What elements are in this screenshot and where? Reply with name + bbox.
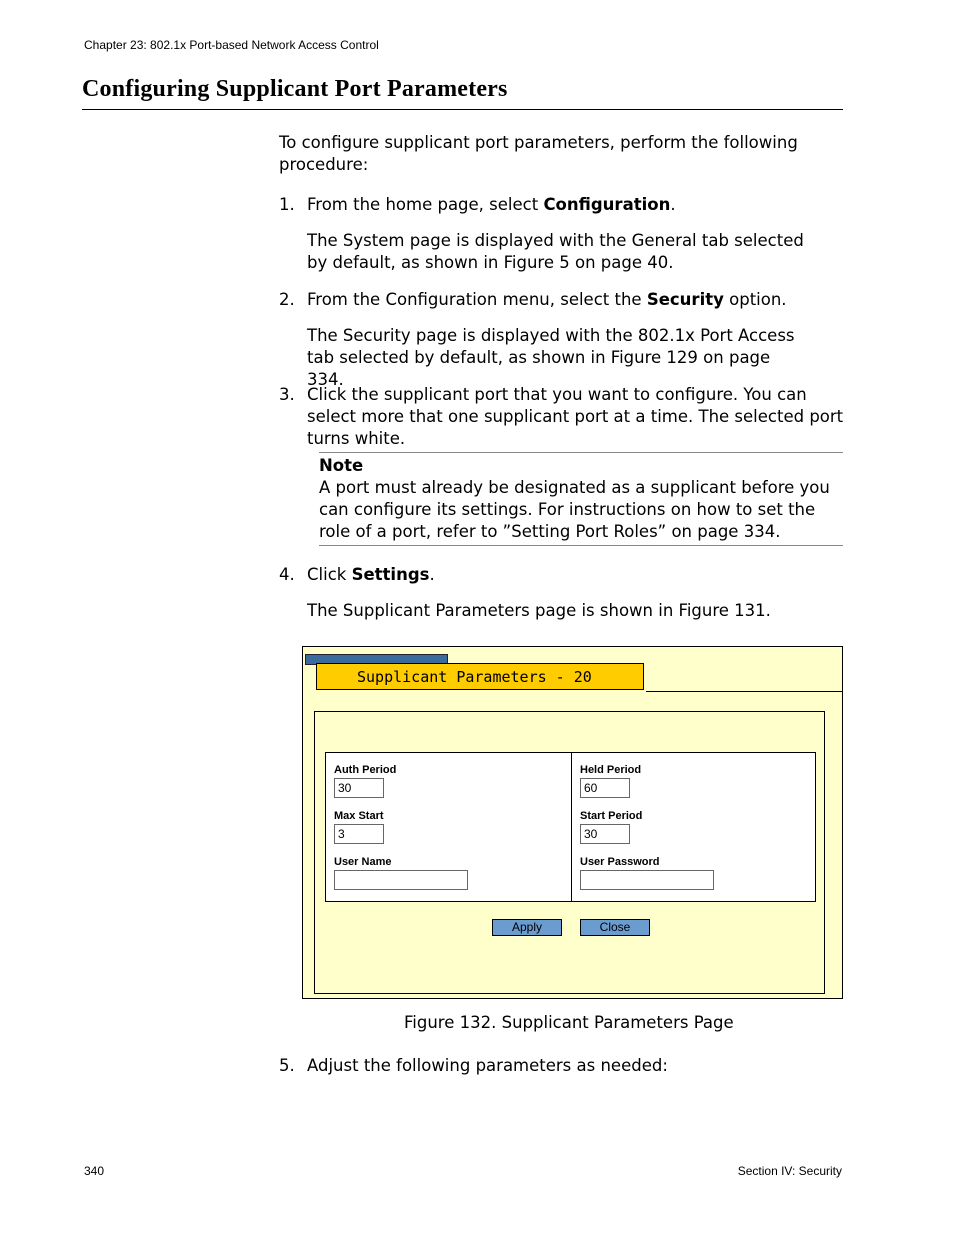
user-name-input[interactable] bbox=[334, 870, 468, 890]
parameters-grid bbox=[325, 752, 816, 902]
step-1-detail: The System page is displayed with the General tab selected by default, as shown in Figure 5 on page 40. bbox=[307, 231, 804, 272]
held-period-label: Held Period bbox=[580, 764, 642, 776]
close-button[interactable]: Close bbox=[580, 919, 650, 936]
step-4-detail: The Supplicant Parameters page is shown in Figure 131. bbox=[307, 601, 771, 620]
note-box bbox=[319, 452, 843, 546]
user-password-label: User Password bbox=[580, 856, 660, 868]
user-password-input[interactable] bbox=[580, 870, 714, 890]
start-period-input[interactable] bbox=[580, 824, 630, 844]
held-period-input[interactable] bbox=[580, 778, 630, 798]
step-2-end: option. bbox=[723, 290, 787, 309]
user-name-label: User Name bbox=[334, 856, 392, 868]
step-1-end: . bbox=[670, 195, 676, 214]
auth-period-input[interactable] bbox=[334, 778, 384, 798]
section-footer: Section IV: Security bbox=[737, 1164, 842, 1178]
left-column bbox=[326, 753, 571, 901]
step-number: 2. bbox=[279, 290, 295, 309]
step-4-text: Click bbox=[307, 565, 352, 584]
note-label: Note bbox=[319, 456, 364, 475]
step-number: 5. bbox=[279, 1056, 295, 1075]
right-column bbox=[571, 753, 817, 901]
page-number: 340 bbox=[84, 1164, 105, 1178]
start-period-label: Start Period bbox=[580, 810, 643, 822]
step-4-bold: Settings bbox=[351, 565, 430, 584]
step-5: Adjust the following parameters as needed: bbox=[307, 1056, 668, 1075]
step-number: 1. bbox=[279, 195, 295, 214]
apply-button[interactable]: Apply bbox=[492, 919, 562, 936]
intro-paragraph: To configure supplicant port parameters, perform the following procedure: bbox=[279, 133, 798, 174]
step-2-text: From the Configuration menu, select the bbox=[307, 290, 647, 309]
step-number: 3. bbox=[279, 385, 295, 404]
step-3: Click the supplicant port that you want to configure. You can select more that one supplicant port at a time. The selected port turns white. bbox=[307, 385, 844, 448]
step-2 bbox=[307, 289, 787, 311]
running-header: Chapter 23: 802.1x Port-based Network Access Control bbox=[84, 38, 379, 52]
auth-period-label: Auth Period bbox=[334, 764, 397, 776]
step-2-detail: The Security page is displayed with the 802.1x Port Access tab selected by default, as shown in Figure 129 on page 334. bbox=[307, 326, 795, 389]
step-1-bold: Configuration bbox=[543, 195, 671, 214]
max-start-label: Max Start bbox=[334, 810, 384, 822]
step-1-text: From the home page, select bbox=[307, 195, 544, 214]
note-text: A port must already be designated as a supplicant before you can configure its settings. For instructions on how to set the role of a port, refer to ”Setting Port Roles” on page 334. bbox=[319, 478, 830, 541]
tab-supplicant-parameters[interactable]: Supplicant Parameters - 20 bbox=[316, 663, 644, 690]
supplicant-parameters-figure bbox=[302, 646, 843, 999]
section-title: Configuring Supplicant Port Parameters bbox=[82, 76, 508, 102]
step-1 bbox=[307, 194, 676, 216]
title-rule bbox=[82, 109, 843, 110]
tab-underline bbox=[646, 691, 842, 692]
step-4-end: . bbox=[429, 565, 435, 584]
step-number: 4. bbox=[279, 565, 295, 584]
figure-caption: Figure 132. Supplicant Parameters Page bbox=[404, 1013, 734, 1032]
step-2-bold: Security bbox=[646, 290, 724, 309]
parameters-panel bbox=[314, 711, 825, 994]
max-start-input[interactable] bbox=[334, 824, 384, 844]
step-4 bbox=[307, 564, 435, 586]
